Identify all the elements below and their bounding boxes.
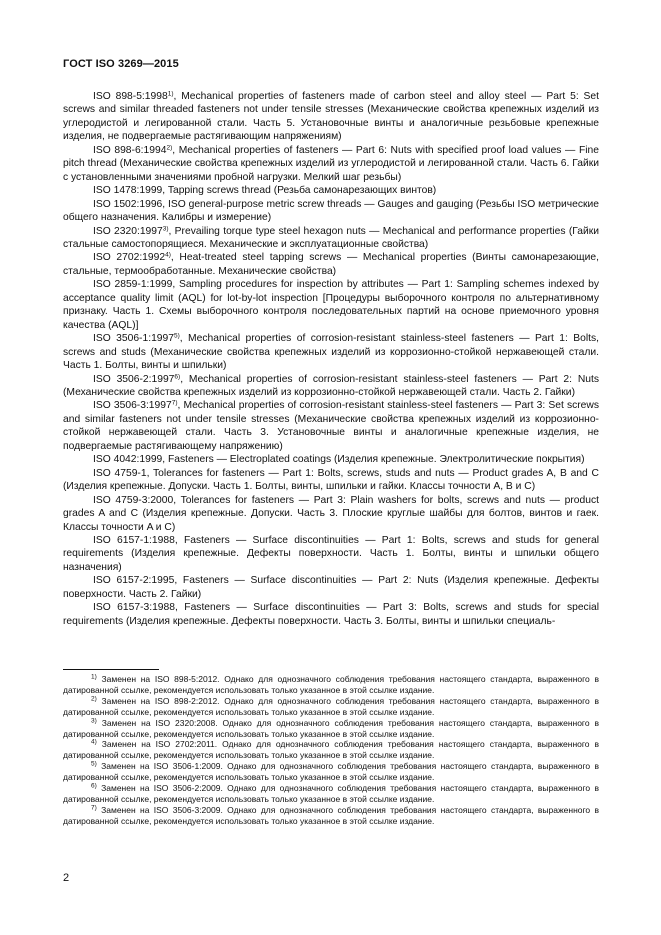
reference-text: , Fasteners — Surface discontinuities — Part 2: Nuts (Изделия крепежные. Дефекты поверхности. Часть 2. Гайки) [63,575,599,600]
reference-item [63,467,599,494]
footnote-mark: 2) [91,695,97,703]
reference-code: ISO 1502:1996 [93,198,163,210]
reference-code: ISO 6157-3:1988 [93,602,175,614]
reference-code: ISO 2702:1992 [93,252,166,264]
footnote-text: Заменен на ISO 3506-2:2009. Однако для однозначного соблюдения требования настоящего стандарта, выраженного в датированной ссылке, рекомендуется использовать только указанное в этой ссылке издание. [63,783,599,804]
reference-text: , Sampling procedures for inspection by attributes — Part 1: Sampling schemes indexed by acceptance quality limit (AQL) for lot-by-lot inspection [Процедуры выборочного контроля по альтернативному признаку. Часть 1. Схемы выборочного контроля последовательных партий на основе приемочного уровня качества (AQL)] [63,279,599,331]
footnote-ref[interactable]: 3) [162,225,169,233]
footnote-mark: 5) [91,760,97,768]
reference-text: , Fasteners — Surface discontinuities — Part 3: Bolts, screws and studs for special requirements (Изделия крепежные. Дефекты поверхности. Часть 3. Болты, винты и шпильки специаль- [63,602,599,627]
footnote-ref[interactable]: 7) [171,399,178,407]
reference-text: , Fasteners — Surface discontinuities — Part 1: Bolts, screws and studs for general requirements (Изделия крепежные. Дефекты поверхности. Часть 1. Болты, винты и шпильки общего назначения) [63,534,599,573]
reference-text: , Mechanical properties of corrosion-resistant stainless-steel fasteners — Part 3: Set screws and similar fasteners not under tensile stresses (Механические свойства крепежных изделий из коррозионно-стойкой нержавеющей стали. Часть 3. Установочные винты и аналогичные крепежные изделия, не подвергаемые растягивающему напряжению) [63,400,599,452]
reference-text: , Fasteners — Electroplated coatings (Изделия крепежные. Электролитические покрытия) [162,454,585,466]
footnote-item [63,739,599,761]
footnote-mark: 1) [91,673,97,681]
footnote-text: Заменен на ISO 2702:2011. Однако для однозначного соблюдения требования настоящего стандарта, выраженного в датированной ссылке, рекомендуется использовать только указанное в этой ссылке издание. [63,739,599,761]
page-number: 2 [63,872,70,884]
footnote-text: Заменен на ISO 898-5:2012. Однако для однозначного соблюдения требования настоящего стандарта, выраженного в датированной ссылке, рекомендуется использовать только указанное в этой ссылке издание. [63,674,599,695]
reference-code: ISO 1478:1999 [93,185,163,197]
footnote-item [63,696,599,718]
references-list [63,90,599,628]
page-header-title: ГОСТ ISO 3269—2015 [63,58,179,70]
reference-item [63,494,599,534]
reference-code: ISO 6157-1:1988 [93,534,175,546]
reference-code: ISO 2859-1:1999 [93,279,173,291]
reference-code: ISO 4759-3:2000 [93,494,174,506]
footnote-ref[interactable]: 1) [167,90,174,98]
reference-text: , Prevailing torque type steel hexagon nuts — Mechanical and performance properties (Гайки стальные самостопорящиеся. Механические и эксплуатационные свойства) [63,225,599,250]
reference-code: ISO 3506-3:1997 [93,400,172,412]
reference-item [63,198,599,225]
reference-text: , Mechanical properties of corrosion-resistant stainless-steel fasteners — Part 1: Bolts, screws and studs (Механические свойства крепежных изделий из коррозионно-стойкой нержавеющей стали. Часть 1. Болты, винты и шпильки) [63,333,599,372]
reference-code: ISO 4759-1 [93,467,147,479]
footnote-item [63,783,599,805]
reference-code: ISO 898-5:1998 [93,91,168,102]
reference-item [63,373,599,400]
footnotes-section [63,674,599,827]
footnote-mark: 3) [91,717,97,725]
reference-item [63,601,599,628]
reference-item [63,574,599,601]
reference-text: , Tolerances for fasteners — Part 3: Plain washers for bolts, screws and nuts — product grades A and C (Изделия крепежные. Допуски. Часть 3. Плоские круглые шайбы для болтов, винтов и гаек. Классы точности A и C) [63,494,599,533]
reference-code: ISO 6157-2:1995 [93,575,175,587]
footnote-ref[interactable]: 4) [165,251,171,259]
reference-text: , Mechanical properties of fasteners — Part 6: Nuts with specified proof load values — Fine pitch thread (Механические свойства крепежных изделий из углеродистой и легированной стали. Часть 6. Гайки с установленными значениями пробной нагрузки. Мелкий шаг резьбы) [63,144,599,183]
reference-code: ISO 4042:1999 [93,454,163,466]
reference-code: ISO 3506-1:1997 [93,333,174,345]
footnote-text: Заменен на ISO 3506-1:2009. Однако для однозначного соблюдения требования настоящего стандарта, выраженного в датированной ссылке, рекомендуется использовать только указанное в этой ссылке издание. [63,761,599,783]
reference-text: , Heat-treated steel tapping screws — Mechanical properties (Винты самонарезающие, стальные, термообработанные. Механические свойства) [63,252,599,277]
footnote-ref[interactable]: 5) [173,332,180,340]
footnote-text: Заменен на ISO 3506-3:2009. Однако для однозначного соблюдения требования настоящего стандарта, выраженного в датированной ссылке, рекомендуется использовать только указанное в этой ссылке издание. [63,804,599,826]
footnote-item [63,761,599,783]
footnote-ref[interactable]: 6) [174,373,181,381]
reference-item [63,90,599,144]
reference-item [63,184,599,197]
reference-item [63,251,599,278]
reference-item [63,144,599,184]
reference-code: ISO 898-6:1994 [93,144,167,156]
footnote-mark: 7) [91,804,97,812]
reference-text: , Tolerances for fasteners — Part 1: Bolts, screws, studs and nuts — Product grades A, B and C (Изделия крепежные. Допуски. Часть 1. Болты, винты, шпильки и гайки. Классы точности A, B и C) [63,467,599,493]
footnote-text: Заменен на ISO 2320:2008. Однако для однозначного соблюдения требования настоящего стандарта, выраженного в датированной ссылке, рекомендуется использовать только указанное в этой ссылке издание. [63,717,599,739]
reference-item [63,225,599,252]
reference-item [63,332,599,372]
footnote-item [63,674,599,696]
footnote-text: Заменен на ISO 898-2:2012. Однако для однозначного соблюдения требования настоящего стандарта, выраженного в датированной ссылке, рекомендуется использовать только указанное в этой ссылке издание. [63,695,599,717]
reference-code: ISO 3506-2:1997 [93,373,175,385]
reference-item [63,278,599,332]
reference-text: , Tapping screws thread (Резьба самонарезающих винтов) [162,185,437,197]
footnote-mark: 6) [91,782,97,790]
reference-text: , Mechanical properties of fasteners made of carbon steel and alloy steel — Part 5: Set screws and similar threaded fasteners not under tensile stresses (Механические свойства крепежных изделий из углеродистой и легированной стали. Часть 5. Установочные винты и аналогичные резьбовые крепежные изделия, не подвергаемые растягивающим напряжениям) [63,91,599,143]
reference-item [63,453,599,466]
reference-text: , ISO general-purpose metric screw threads — Gauges and gauging (Резьбы ISO метрические общего назначения. Калибры и измерение) [63,198,599,224]
reference-item [63,399,599,453]
footnote-divider [63,669,159,670]
footnote-mark: 4) [91,738,97,746]
reference-code: ISO 2320:1997 [93,225,163,237]
footnote-item [63,718,599,740]
footnote-item [63,805,599,827]
reference-item [63,534,599,574]
reference-text: , Mechanical properties of corrosion-resistant stainless-steel fasteners — Part 2: Nuts (Механические свойства крепежных изделий из коррозионно-стойкой нержавеющей стали. Часть 2. Гайки) [63,373,600,398]
footnote-ref[interactable]: 2) [166,144,173,152]
